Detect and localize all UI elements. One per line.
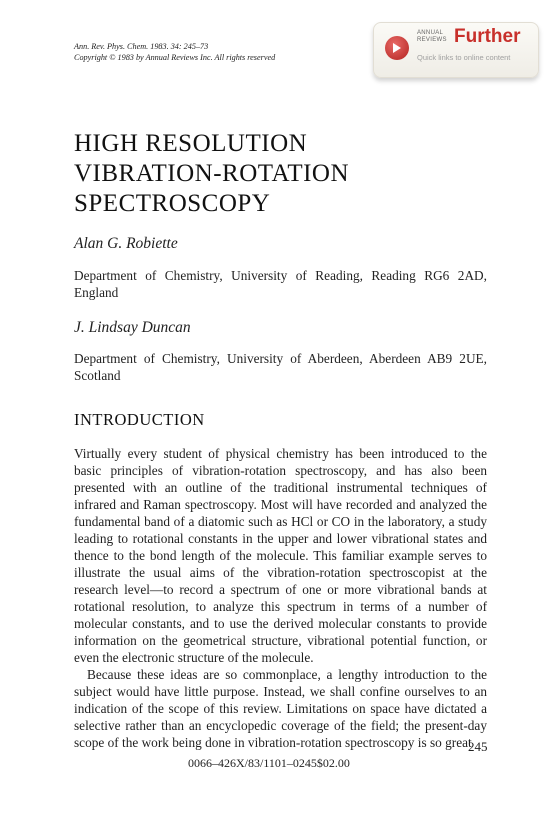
author-affiliation: Department of Chemistry, University of Aberdeen, Aberdeen AB9 2UE, Scotland [74,351,487,383]
annual-reviews-logo-icon [385,36,409,60]
article-body [74,445,487,751]
section-heading: INTRODUCTION [74,410,205,429]
article-title [74,129,349,219]
title-line: VIBRATION-ROTATION [74,160,350,187]
further-badge[interactable] [373,22,539,78]
journal-citation: Ann. Rev. Phys. Chem. 1983. 34: 245–73 [74,42,209,51]
copyright-line: Copyright © 1983 by Annual Reviews Inc. All rights reserved [74,53,276,62]
page-number: 245 [468,739,488,754]
title-line: SPECTROSCOPY [74,190,271,217]
title-line: HIGH RESOLUTION [74,130,308,157]
further-subtitle: Quick links to online content [417,53,511,62]
further-word: Further [454,26,521,47]
body-paragraph: Because these ideas are so commonplace, a lengthy introduction to the subject would have little purpose. Instead, we shall confine ourselves to an indication of the scope of this review. Limitations on space have dictated a selective rather than an encyclopedic coverage of the field; the present-day scope of the work being done in vibration-rotation spectroscopy is so great [74,667,487,750]
author-affiliation: Department of Chemistry, University of Reading, Reading RG6 2AD, England [74,268,487,300]
journal-header [74,41,275,63]
annual-reviews-label: ANNUAL REVIEWS [417,30,447,43]
body-paragraph: Virtually every student of physical chemistry has been introduced to the basic principles of vibration-rotation spectroscopy, and has also been presented with an outline of the traditional instrumental techniques of infrared and Raman spectroscopy. Most will have recorded and analyzed the fundamental band of a diatomic such as HCl or CO in the laboratory, a study leading to rotational constants in the upper and lower vibrational states and thence to the bond length of the molecule. This familiar example serves to illustrate the usual aims of the vibration-rotation spectroscopist at the research level—to record a spectrum of one or more vibrational bands at rotational resolution, to analyze this spectrum in terms of a number of molecular constants, and to use the derived molecular constants to provide information on the geometrical structure, vibrational potential function, or even the electronic structure of the molecule. [74,446,487,665]
author-name: Alan G. Robiette [74,235,178,252]
author-name: J. Lindsay Duncan [74,319,191,336]
article-code: 0066–426X/83/1101–0245$02.00 [188,756,350,770]
